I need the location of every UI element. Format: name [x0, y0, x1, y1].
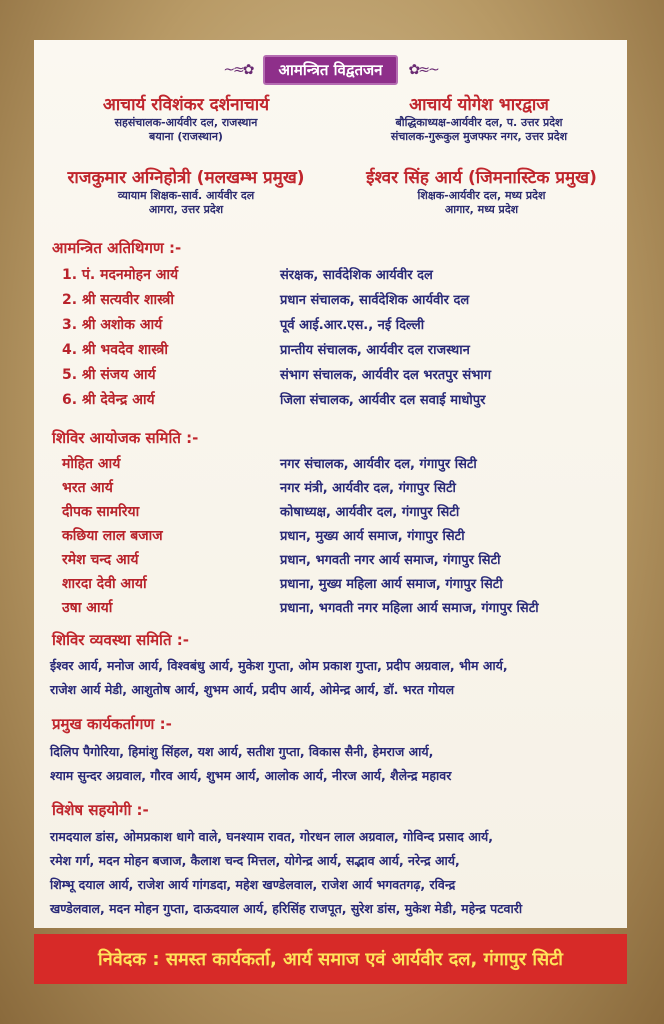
organizer-name: रमेश चन्द आर्य — [62, 552, 139, 568]
organizers-list — [62, 454, 622, 622]
footer-text: निवेदक : समस्त कार्यकर्ता, आर्य समाज एवं आर्यवीर दल, गंगापुर सिटी — [98, 949, 563, 970]
list-item — [62, 290, 622, 315]
guest-name: 3. श्री अशोक आर्य — [62, 317, 163, 333]
dignitary-name: आचार्य रविशंकर दर्शनाचार्य — [102, 95, 270, 115]
guest-role: पूर्व आई.आर.एस., नई दिल्ली — [280, 318, 425, 333]
title-banner — [34, 55, 627, 85]
organizer-name: भरत आर्य — [62, 480, 113, 496]
list-item — [62, 365, 622, 390]
names-line: दिलिप पैगोरिया, हिमांशु सिंहल, यश आर्य, सतीश गुप्ता, विकास सैनी, हेमराज आर्य, — [50, 744, 434, 759]
arrangement-names — [50, 654, 616, 702]
dignitary-detail: बयाना (राजस्थान) — [149, 130, 223, 143]
guest-role: प्रान्तीय संचालक, आर्यवीर दल राजस्थान — [280, 343, 470, 358]
page-title: आमन्त्रित विद्वतजन — [263, 55, 399, 85]
list-item — [62, 478, 622, 502]
list-item — [62, 550, 622, 574]
names-line: राजेश आर्य मेडी, आशुतोष आर्य, शुभम आर्य, प्रदीप आर्य, ओमेन्द्र आर्य, डॉ. भरत गोयल — [50, 682, 455, 697]
organizer-name: मोहित आर्य — [62, 456, 121, 472]
organizer-role: नगर मंत्री, आर्यवीर दल, गंगापुर सिटी — [280, 481, 456, 496]
guest-role: संभाग संचालक, आर्यवीर दल भरतपुर संभाग — [280, 368, 492, 383]
organizer-role: नगर संचालक, आर्यवीर दल, गंगापुर सिटी — [280, 457, 477, 472]
organizer-role: प्रधाना, भगवती नगर महिला आर्य समाज, गंगापुर सिटी — [280, 601, 539, 616]
guest-name: 4. श्री भवदेव शास्त्री — [62, 342, 169, 358]
guest-role: प्रधान संचालक, सार्वदेशिक आर्यवीर दल — [280, 293, 470, 308]
organizer-role: प्रधान, भगवती नगर आर्य समाज, गंगापुर सिटी — [280, 553, 501, 568]
dignitary-name: आचार्य योगेश भारद्वाज — [409, 95, 549, 115]
dignitary-card — [56, 95, 316, 144]
dignitary-detail: बौद्धिकाध्यक्ष-आर्यवीर दल, प. उत्तर प्रदेश — [395, 116, 563, 130]
guests-list — [62, 265, 622, 415]
guest-name: 1. पं. मदनमोहन आर्य — [62, 267, 179, 283]
list-item — [62, 340, 622, 365]
arrangement-heading: शिविर व्यवस्था समिति :- — [52, 631, 189, 649]
invitation-page — [34, 40, 627, 928]
dignitary-detail: संचालक-गुरूकुल मुजफ्फर नगर, उत्तर प्रदेश — [390, 130, 568, 143]
supporters-names — [50, 825, 616, 921]
names-line: श्याम सुन्दर अग्रवाल, गौरव आर्य, शुभम आर्य, आलोक आर्य, नीरज आर्य, शैलेन्द्र महावर — [50, 768, 452, 783]
organizer-role: प्रधाना, मुख्य महिला आर्य समाज, गंगापुर सिटी — [280, 577, 503, 592]
list-item — [62, 315, 622, 340]
list-item — [62, 502, 622, 526]
dignitary-name: राजकुमार अग्निहोत्री (मलखम्भ प्रमुख) — [67, 168, 305, 188]
organizer-name: उषा आर्या — [62, 600, 113, 616]
list-item — [62, 598, 622, 622]
dignitary-detail: आगार, मध्य प्रदेश — [444, 203, 519, 216]
guest-role: जिला संचालक, आर्यवीर दल सवाई माधोपुर — [280, 393, 486, 408]
guest-name: 5. श्री संजय आर्य — [62, 367, 156, 383]
guest-role: संरक्षक, सार्वदेशिक आर्यवीर दल — [280, 268, 433, 283]
workers-heading: प्रमुख कार्यकर्तागण :- — [52, 715, 172, 733]
names-line: ईश्वर आर्य, मनोज आर्य, विश्वबंधु आर्य, मुकेश गुप्ता, ओम प्रकाश गुप्ता, प्रदीप अग्रवाल, भीम आर्य, — [50, 658, 508, 673]
left-flourish-icon: ~≈✿ — [223, 62, 253, 78]
names-line: रामदयाल डांस, ओमप्रकाश धागे वाले, घनश्याम रावत, गोरधन लाल अग्रवाल, गोविन्द प्रसाद आर्य, — [50, 829, 494, 844]
dignitary-card — [46, 168, 326, 217]
dignitary-detail: सहसंचालक-आर्यवीर दल, राजस्थान — [114, 116, 258, 130]
organizer-role: कोषाध्यक्ष, आर्यवीर दल, गंगापुर सिटी — [280, 505, 460, 520]
list-item — [62, 265, 622, 290]
dignitary-card — [344, 168, 619, 217]
names-line: रमेश गर्ग, मदन मोहन बजाज, कैलाश चन्द मित्तल, योगेन्द्र आर्य, सद्भाव आर्य, नरेन्द्र आर्य, — [50, 853, 460, 868]
names-line: शिम्भू दयाल आर्य, राजेश आर्य गांगडदा, महेश खण्डेलवाल, राजेश आर्य भगवतगढ़, रविन्द्र — [50, 877, 456, 892]
list-item — [62, 526, 622, 550]
dignitary-detail: व्यायाम शिक्षक-सार्व. आर्यवीर दल — [117, 189, 255, 203]
footer-banner — [34, 934, 627, 984]
list-item — [62, 390, 622, 415]
right-flourish-icon: ✿≈~ — [408, 62, 438, 78]
supporters-heading: विशेष सहयोगी :- — [52, 801, 149, 819]
workers-names — [50, 740, 616, 788]
organizer-name: शारदा देवी आर्या — [62, 576, 147, 592]
organizer-name: दीपक सामरिया — [62, 504, 140, 520]
organizers-heading: शिविर आयोजक समिति :- — [52, 429, 199, 447]
dignitary-card — [339, 95, 619, 144]
guests-heading: आमन्त्रित अतिथिगण :- — [52, 239, 182, 257]
dignitary-detail: शिक्षक-आर्यवीर दल, मध्य प्रदेश — [417, 189, 546, 203]
list-item — [62, 454, 622, 478]
organizer-name: कछिया लाल बजाज — [62, 528, 163, 544]
list-item — [62, 574, 622, 598]
names-line: खण्डेलवाल, मदन मोहन गुप्ता, दाऊदयाल आर्य, हरिसिंह राजपूत, सुरेश डांस, मुकेश मेडी, महेन्द्र पटवारी — [50, 901, 523, 916]
dignitary-detail: आगरा, उत्तर प्रदेश — [148, 203, 224, 216]
dignitary-name: ईश्वर सिंह आर्य (जिमनास्टिक प्रमुख) — [366, 168, 597, 188]
guest-name: 6. श्री देवेन्द्र आर्य — [62, 392, 155, 408]
guest-name: 2. श्री सत्यवीर शास्त्री — [62, 292, 174, 308]
organizer-role: प्रधान, मुख्य आर्य समाज, गंगापुर सिटी — [280, 529, 465, 544]
